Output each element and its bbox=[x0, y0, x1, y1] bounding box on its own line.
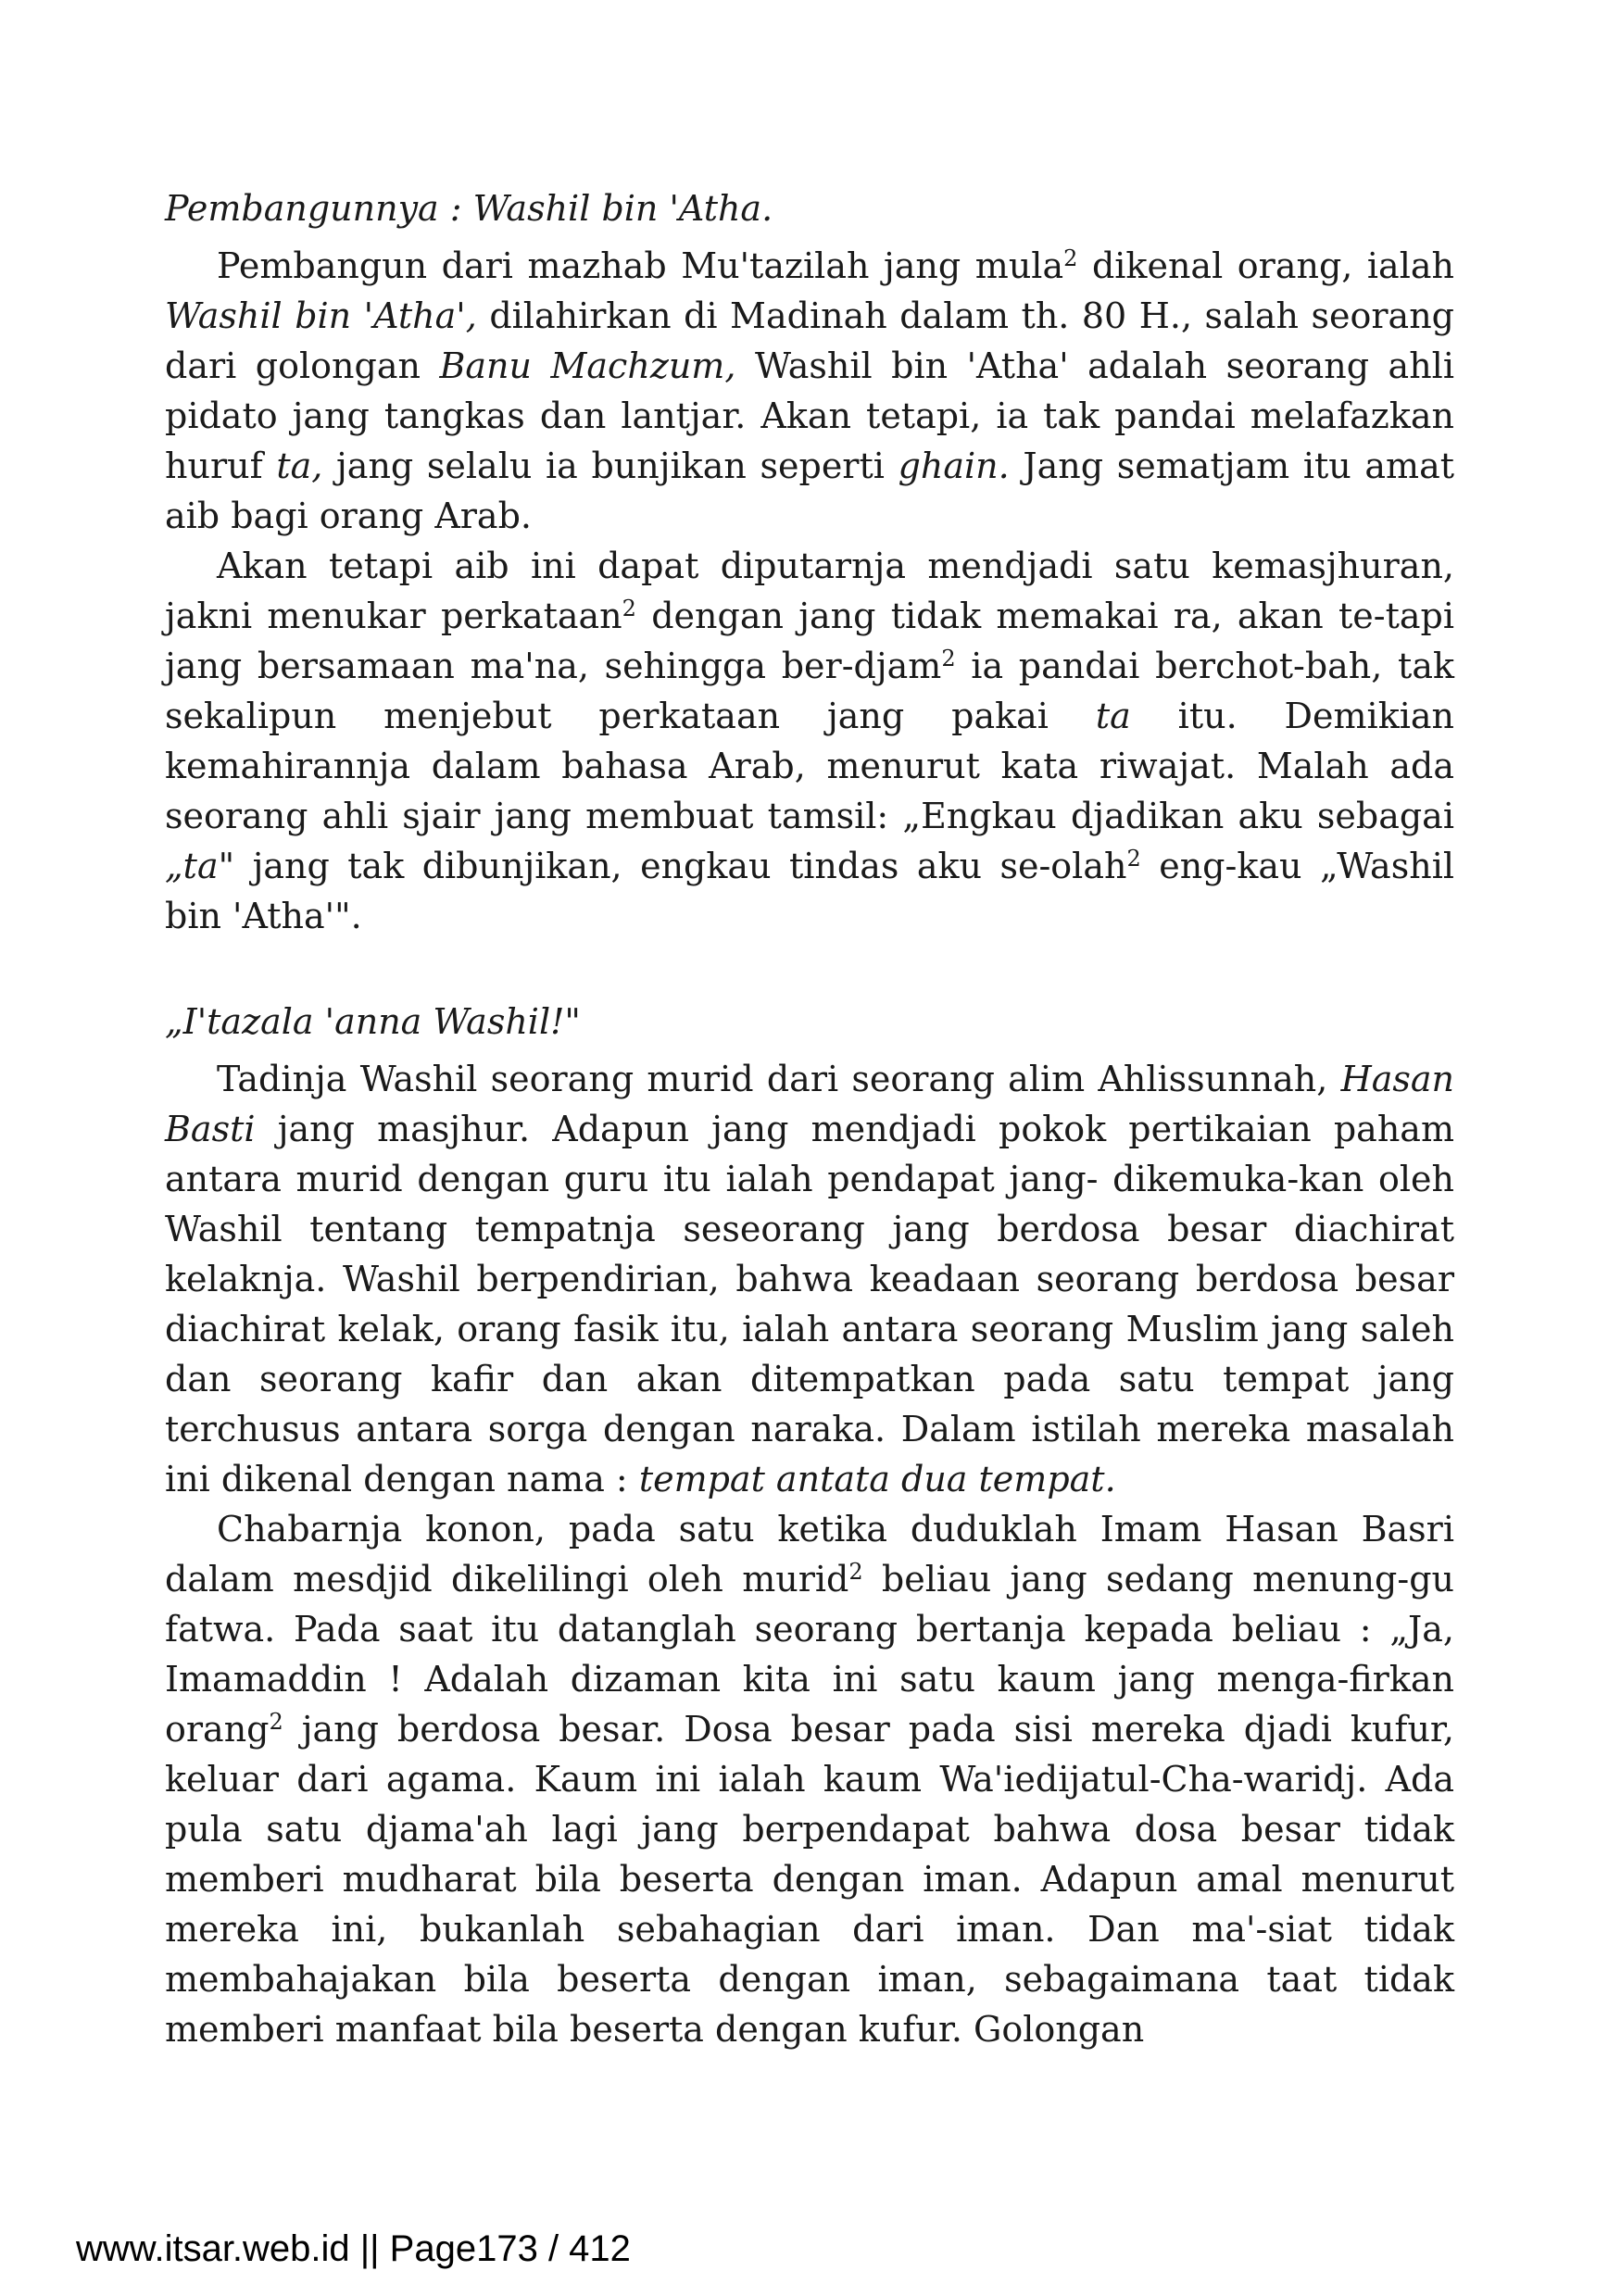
italic-term: Washil bin 'Atha', bbox=[165, 295, 477, 336]
italic-term: „ta bbox=[165, 846, 219, 886]
italic-term: tempat antata dua tempat. bbox=[638, 1459, 1116, 1499]
repetition-marker: 2 bbox=[1063, 245, 1078, 271]
italic-term: Hasan Basti bbox=[165, 1059, 1454, 1149]
italic-term: ta, bbox=[276, 445, 323, 486]
repetition-marker: 2 bbox=[941, 646, 956, 671]
page-content bbox=[165, 183, 1454, 2054]
italic-term: ghain. bbox=[898, 445, 1010, 486]
italic-term: Banu Machzum, bbox=[439, 345, 736, 386]
page-footer: www.itsar.web.id || Page173 / 412 bbox=[76, 2228, 631, 2269]
repetition-marker: 2 bbox=[269, 1709, 283, 1735]
section-heading-itazala: „I'tazala 'anna Washil!" bbox=[165, 1001, 581, 1042]
repetition-marker: 2 bbox=[1126, 846, 1141, 872]
paragraph: Pembangun dari mazhab Mu'tazilah jang mula$^2$ dikenal orang, ialah Washil bin 'Atha', dilahirkan di Madinah dalam th. 80 H., salah seorang dari golongan Banu Machzum, Washil bin 'Atha' adalah seorang ahli pidato jang tangkas dan lantjar. Akan tetapi, ia tak pandai melafazkan huruf ta, jang selalu ia bunjikan seperti ghain. Jang sematjam itu amat aib bagi orang Arab. bbox=[165, 245, 1455, 536]
paragraph: Akan tetapi aib ini dapat diputarnja mendjadi satu kemasjhuran, jakni menukar perkataan$^2$ dengan jang tidak memakai ra, akan te-tapi jang bersamaan ma'na, sehingga ber-djam$^2$ ia pandai berchot-bah, tak sekalipun menjebut perkataan jang pakai ta itu. Demikian kemahirannja dalam bahasa Arab, menurut kata riwajat. Malah ada seorang ahli sjair jang membuat tamsil: „Engkau djadikan aku sebagai „ta" jang tak dibunjikan, engkau tindas aku se-olah$^2$ eng-kau „Washil bin 'Atha'". bbox=[165, 546, 1455, 936]
repetition-marker: 2 bbox=[622, 596, 636, 621]
paragraph: Tadinja Washil seorang murid dari seorang alim Ahlissunnah, Hasan Basti jang masjhur. Adapun jang mendjadi pokok pertikaian paham antara murid dengan guru itu ialah pendapat jang- dikemuka-kan oleh Washil tentang tempatnja seseorang jang berdosa besar diachirat kelaknja. Washil berpendirian, bahwa keadaan seorang berdosa besar diachirat kelak, orang fasik itu, ialah antara seorang Muslim jang saleh dan seorang kafir dan akan ditempatkan pada satu tempat jang terchusus antara sorga dengan naraka. Dalam istilah mereka masalah ini dikenal dengan nama : tempat antata dua tempat. bbox=[165, 1059, 1454, 1499]
paragraph: Chabarnja konon, pada satu ketika duduklah Imam Hasan Basri dalam mesdjid dikelilingi oleh murid$^2$ beliau jang sedang menung-gu fatwa. Pada saat itu datanglah seorang bertanja kepada beliau : „Ja, Imamaddin ! Adalah dizaman kita ini satu kaum jang menga-firkan orang$^2$ jang berdosa besar. Dosa besar pada sisi mereka djadi kufur, keluar dari agama. Kaum ini ialah kaum Wa'iedijatul-Cha-waridj. Ada pula satu djama'ah lagi jang berpendapat bahwa dosa besar tidak memberi mudharat bila beserta dengan iman. Adapun amal menurut mereka ini, bukanlah sebahagian dari iman. Dan ma'-siat tidak membahajakan bila beserta dengan iman, sebagaimana taat tidak memberi manfaat bila beserta dengan kufur. Golongan bbox=[165, 1509, 1454, 2050]
section-heading-founder: Pembangunnya : Washil bin 'Atha. bbox=[165, 188, 773, 229]
repetition-marker: 2 bbox=[848, 1559, 863, 1585]
italic-term: ta bbox=[1095, 696, 1131, 736]
